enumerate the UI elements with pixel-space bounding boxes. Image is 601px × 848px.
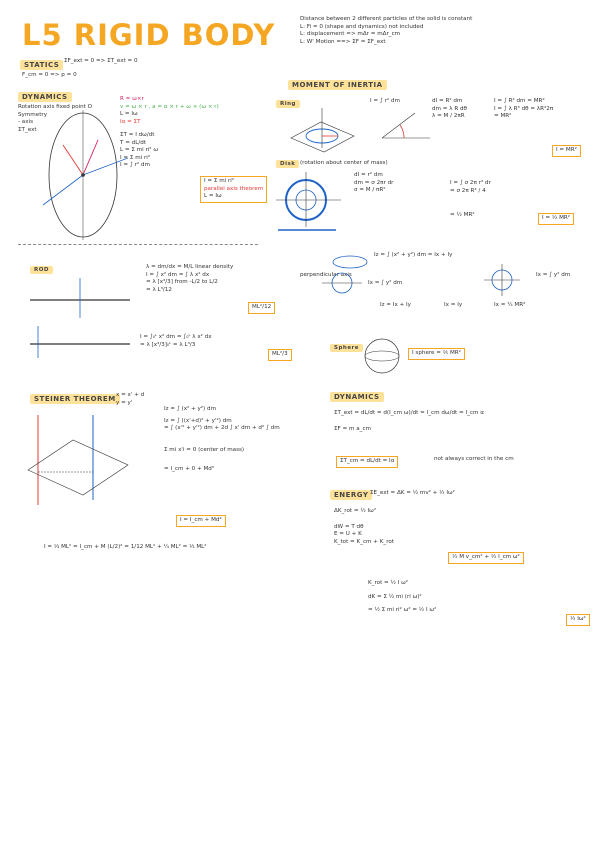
ring-line: I = ∫ R² dm = MR² — [494, 98, 545, 104]
rod-end-line: I = ∫₀ᴸ x² dm = ∫₀ᴸ λ x² dx — [140, 334, 212, 340]
dyn-line: v = ω × r , a = α × r + ω × (ω × r) — [120, 103, 219, 110]
plane-line: Ix = Iy — [444, 302, 463, 308]
energy-bottom-result: ½ Iω² — [566, 614, 590, 626]
steiner-coords — [116, 392, 144, 407]
plane-formula-2 — [368, 280, 402, 288]
intro-line: L: W' Motion ==> ΣF = ΣF_ext — [300, 38, 386, 45]
rod-line: I = ∫ x² dm = ∫ λ x² dx — [146, 271, 210, 278]
intro-line: Distance between 2 different particles of the solid is constant — [300, 16, 473, 22]
dyn-line: I = ∫ r² dm — [120, 162, 150, 169]
dyn-line: R = ω×r — [120, 96, 144, 102]
steiner-line: Iz = ∫ ((x'+d)² + y'²) dm — [164, 417, 232, 424]
disk-line: = ½ MR² — [450, 212, 475, 218]
dyn-line: I = Σ mi ri² — [120, 154, 151, 161]
ring-arc-diagram — [380, 108, 435, 143]
dynamics-right-note: not always correct in the cm — [434, 456, 514, 462]
statics-line: ΣF_ext = 0 => ΣT_ext = 0 — [64, 58, 138, 64]
energy-result: ½ M v_cm² + ½ I_cm ω² — [448, 552, 524, 564]
ring-line: λ = M / 2πR — [432, 113, 465, 120]
steiner-line: Σ mi x'i = 0 (center of mass) — [164, 446, 245, 453]
disk-line: σ = M / πR² — [354, 187, 386, 194]
dynamics-formulas — [120, 96, 219, 170]
dyn-line: ΣT = I dω/dt — [120, 132, 155, 139]
steiner-heading: STEINER THEOREM — [30, 394, 120, 404]
energy-line: ΔK_rot = ½ Iω² — [334, 508, 377, 514]
section-divider — [18, 244, 258, 245]
energy-line: ΣE_ext = ΔK = ½ mv² + ½ Iω² — [370, 490, 455, 496]
disk-formulas-2 — [450, 180, 491, 195]
energy-line: E = U + K — [334, 531, 362, 538]
rod-heading: ROD — [30, 266, 53, 274]
sphere-heading: Sphere — [330, 344, 363, 352]
disk-result: I = ½ MR² — [538, 213, 574, 225]
plane-axis-diagram — [322, 268, 362, 298]
dyn-line: T = dL/dt — [120, 139, 146, 146]
plane-line: Ix = ∫ y² dm — [536, 272, 571, 278]
disk-heading: Disk — [276, 160, 299, 168]
dynamics-boxed — [200, 176, 267, 203]
ring-formulas-2 — [432, 98, 467, 121]
dynamics-right-heading: DYNAMICS — [330, 392, 384, 402]
dyn-line: Rotation axis fixed point O — [18, 104, 93, 110]
steiner-rod-example: I = ⅓ ML² = I_cm + M (L/2)² = 1/12 ML² + ¼ ML² = ⅓ ML² — [44, 544, 207, 550]
ring-heading: Ring — [276, 100, 300, 108]
energy-bottom-formulas — [368, 580, 436, 615]
energy-bottom-line: dK = Σ ½ mi (ri ω)² — [368, 593, 422, 600]
disk-line: I = ∫ σ 2π r³ dr — [450, 180, 491, 186]
disk-formulas-3 — [450, 212, 475, 220]
moment-heading: MOMENT OF INERTIA — [288, 80, 387, 90]
energy-heading: ENERGY — [330, 490, 372, 500]
ring-diagram — [286, 108, 356, 153]
boxed-line: I = Σ mi ri² — [204, 178, 235, 184]
steiner-line: Iz = ∫ (x² + y²) dm — [164, 406, 217, 412]
dyn-line: ΣT_ext — [18, 126, 37, 133]
energy-line: K_tot = K_cm + K_rot — [334, 538, 395, 545]
energy-bottom-line: = ½ Σ mi ri² ω² = ½ I ω² — [368, 607, 437, 614]
steiner-line: x = x' + d — [116, 392, 145, 398]
sphere-result: I sphere = ⅖ MR² — [408, 348, 465, 360]
page-title: L5 RIGID BODY — [22, 18, 276, 52]
statics-line: F_cm = 0 => p = 0 — [22, 72, 77, 78]
ring-line: dm = λ R dθ — [432, 105, 467, 112]
plane-formula-6 — [494, 302, 525, 310]
steiner-formulas — [164, 406, 280, 474]
ring-line: I = ∫ λ R³ dθ = λR³2π — [494, 105, 554, 112]
boxed-line: L = Iω — [204, 193, 222, 200]
disk-line: dI = r² dm — [354, 172, 383, 178]
plane-line: Ix = ¼ MR² — [494, 302, 526, 308]
steiner-line: = I_cm + 0 + Md² — [164, 466, 215, 473]
disk-diagram — [276, 172, 346, 234]
dynamics-heading: DYNAMICS — [18, 92, 72, 102]
dynamics-right-boxed: ΣT_cm = dL/dt = Iα — [336, 456, 398, 468]
intro-line: L: displacement => mΔr = mΔr_cm — [300, 31, 401, 38]
rod-line: = λ [x³/3] from -L/2 to L/2 — [146, 279, 218, 286]
plane-formula-3 — [536, 272, 570, 280]
ring-formulas-3 — [494, 98, 553, 121]
plane-formula-4 — [380, 302, 411, 310]
statics-notes — [64, 58, 138, 66]
plane-axis-diagram-2 — [484, 264, 520, 296]
plane-formula-5 — [444, 302, 462, 310]
boxed-line: parallel axis theorem — [204, 185, 264, 192]
ring-formulas — [370, 98, 400, 106]
plane-line: Iz = Ix + Iy — [380, 302, 411, 308]
rod-end-line: = λ [x³/3]₀ᴸ = λ L³/3 — [140, 341, 196, 348]
steiner-diagram — [18, 410, 138, 510]
rod-line: λ = dm/dx = M/L linear density — [146, 264, 234, 270]
statics-heading: STATICS — [20, 60, 63, 70]
intro-notes — [300, 16, 472, 46]
rod-line: = λ L³/12 — [146, 286, 172, 293]
plane-line: Ix = ∫ y² dm — [368, 280, 403, 286]
steiner-result: I = I_cm + Md² — [176, 515, 226, 527]
intro-line: L: Fi = 0 (shape and dynamics) not included — [300, 23, 424, 30]
disk-line: dm = σ 2πr dr — [354, 179, 394, 186]
ring-line: I = ∫ r² dm — [370, 98, 400, 104]
energy-formulas — [334, 508, 394, 546]
disk-line: = σ 2π R⁴ / 4 — [450, 187, 486, 194]
dyn-line: L = Iω — [120, 111, 138, 118]
rod-diagram — [30, 278, 135, 358]
dyn-line: Iα = ΣT — [120, 118, 141, 125]
disk-note: (rotation about center of mass) — [300, 160, 388, 166]
ring-result: I = MR² — [552, 145, 581, 157]
disk-formulas — [354, 172, 393, 195]
rod-end-result: ML²/3 — [268, 349, 292, 361]
plane-formula — [374, 252, 452, 260]
rod-result: ML²/12 — [248, 302, 275, 314]
energy-bottom-line: K_rot = ½ I ω² — [368, 580, 409, 586]
plane-note: perpendicular axis — [300, 272, 352, 278]
energy-line: dW = T dθ — [334, 523, 364, 530]
rod-end-formulas — [140, 334, 212, 349]
steiner-line: = ∫ (x'² + y'²) dm + 2d ∫ x' dm + d² ∫ dm — [164, 425, 280, 432]
dynr-line: ΣT_ext = dL/dt = d(I_cm ω)/dt = I_cm dω/dt = I_cm α — [334, 410, 484, 416]
ring-line: dI = R² dm — [432, 98, 463, 104]
dyn-line: - axis — [18, 119, 34, 126]
plane-line: Iz = ∫ (x² + y²) dm = Ix + Iy — [374, 252, 453, 258]
statics-notes-2 — [22, 72, 77, 80]
steiner-line: y = y' — [116, 399, 133, 406]
rod-formulas — [146, 264, 233, 294]
ring-line: = MR² — [494, 113, 512, 120]
dyn-line: Symmetry — [18, 111, 48, 118]
dynr-line: ΣF = m a_cm — [334, 425, 371, 432]
dynamics-right-formulas — [334, 410, 484, 433]
sphere-diagram — [362, 336, 402, 376]
dyn-line: L = Σ mi ri² ω — [120, 147, 159, 154]
